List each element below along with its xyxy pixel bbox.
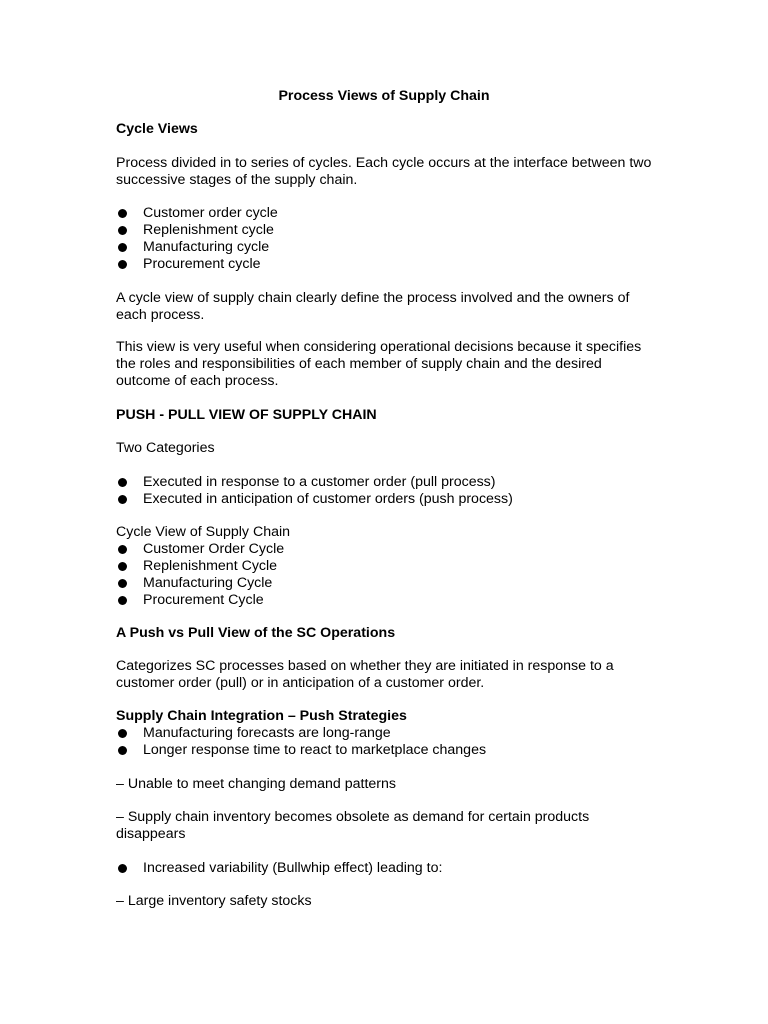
bullet-icon — [118, 729, 127, 738]
categories-list — [116, 474, 656, 508]
dash-item-1: – Unable to meet changing demand patterns — [116, 776, 396, 792]
list-item-text: Replenishment Cycle — [143, 558, 278, 574]
bullet-icon — [118, 746, 127, 755]
bullet-icon — [118, 596, 127, 605]
variability-list — [116, 860, 656, 877]
bullet-icon — [118, 864, 127, 873]
bullet-icon — [118, 260, 127, 269]
list-item — [116, 575, 656, 592]
list-item — [116, 558, 656, 575]
list-item-text: Manufacturing Cycle — [143, 575, 273, 591]
list-item-text: Manufacturing forecasts are long-range — [143, 725, 391, 741]
dash-item-2: – Supply chain inventory becomes obsolete as demand for certain products disappears — [116, 809, 590, 842]
bullet-icon — [118, 226, 127, 235]
cycle-list — [116, 205, 656, 273]
bullet-icon — [118, 579, 127, 588]
list-item-text: Procurement Cycle — [143, 592, 264, 608]
list-item — [116, 725, 656, 742]
bullet-icon — [118, 209, 127, 218]
sc-operations-heading: A Push vs Pull View of the SC Operations — [116, 625, 396, 641]
list-item — [116, 256, 656, 273]
bullet-icon — [118, 478, 127, 487]
list-item — [116, 860, 656, 877]
cycles-list — [116, 541, 656, 609]
cycle-view-label: Cycle View of Supply Chain — [116, 524, 291, 540]
list-item — [116, 239, 656, 256]
list-item — [116, 541, 656, 558]
cycle-views-paragraph-1: A cycle view of supply chain clearly define the process involved and the owners of each process. — [116, 290, 630, 323]
bullet-icon — [118, 243, 127, 252]
two-categories-label: Two Categories — [116, 440, 215, 456]
bullet-icon — [118, 545, 127, 554]
list-item — [116, 474, 656, 491]
list-item — [116, 205, 656, 222]
cycle-views-heading: Cycle Views — [116, 121, 198, 137]
integration-list — [116, 725, 656, 759]
cycle-views-paragraph-2: This view is very useful when considering operational decisions because it specifies the roles and responsibilities of each member of supply chain and the desired outcome of each process. — [116, 339, 642, 389]
dash-item-3: – Large inventory safety stocks — [116, 893, 312, 909]
page-title: Process Views of Supply Chain — [278, 88, 490, 104]
list-item — [116, 742, 656, 759]
list-item-text: Longer response time to react to marketplace changes — [143, 742, 487, 758]
cycle-views-intro: Process divided in to series of cycles. Each cycle occurs at the interface between two successive stages of the supply chain. — [116, 155, 652, 188]
list-item-text: Increased variability (Bullwhip effect) leading to: — [143, 860, 443, 876]
list-item-text: Procurement cycle — [143, 256, 261, 272]
list-item-text: Manufacturing cycle — [143, 239, 270, 255]
push-pull-heading: PUSH - PULL VIEW OF SUPPLY CHAIN — [116, 407, 377, 423]
integration-heading: Supply Chain Integration – Push Strategies — [116, 708, 407, 724]
list-item-text: Customer Order Cycle — [143, 541, 285, 557]
list-item — [116, 592, 656, 609]
list-item-text: Replenishment cycle — [143, 222, 274, 238]
sc-operations-text: Categorizes SC processes based on whether they are initiated in response to a customer order (pull) or in anticipation of a customer order. — [116, 658, 614, 691]
list-item-text: Executed in anticipation of customer orders (push process) — [143, 491, 513, 507]
list-item — [116, 491, 656, 508]
bullet-icon — [118, 562, 127, 571]
list-item-text: Executed in response to a customer order (pull process) — [143, 474, 496, 490]
bullet-icon — [118, 495, 127, 504]
list-item-text: Customer order cycle — [143, 205, 278, 221]
list-item — [116, 222, 656, 239]
